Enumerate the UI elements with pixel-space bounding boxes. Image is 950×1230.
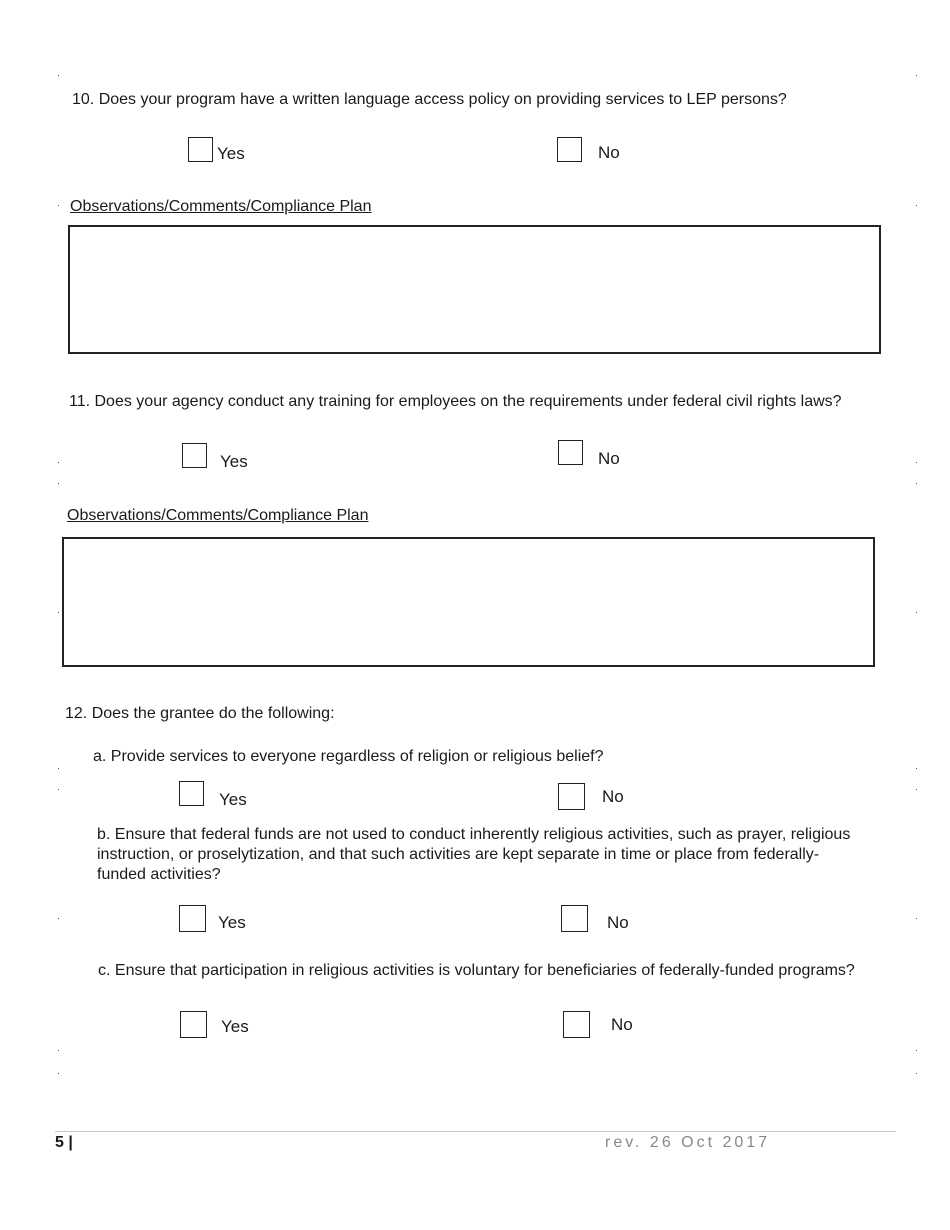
q12c-yes-checkbox[interactable] [180, 1011, 207, 1038]
q12c-no-label: No [611, 1015, 633, 1034]
margin-mark [916, 205, 917, 206]
margin-mark [916, 612, 917, 613]
margin-mark [58, 462, 59, 463]
q11-yes-checkbox[interactable] [182, 443, 207, 468]
q12c-no-checkbox[interactable] [563, 1011, 590, 1038]
q12a-no-label: No [602, 787, 624, 806]
margin-mark [58, 1050, 59, 1051]
q10-no-checkbox[interactable] [557, 137, 582, 162]
margin-mark [916, 918, 917, 919]
revision-date: rev. 26 Oct 2017 [605, 1134, 771, 1151]
q12a-yes-label: Yes [219, 790, 247, 809]
q11-no-label: No [598, 449, 620, 468]
q12b-yes-label: Yes [218, 913, 246, 932]
q12b-text-line2: instruction, or proselytization, and that such activities are kept separate in time or place from federally- [97, 846, 820, 863]
q10-comments-box[interactable] [68, 225, 881, 354]
q12b-text-line3: funded activities? [97, 866, 221, 883]
q10-yes-checkbox[interactable] [188, 137, 213, 162]
q12a-no-checkbox[interactable] [558, 783, 585, 810]
q10-yes-label: Yes [217, 144, 245, 163]
margin-mark [58, 612, 59, 613]
q12a-yes-checkbox[interactable] [179, 781, 204, 806]
footer-divider [55, 1131, 896, 1132]
q11-no-checkbox[interactable] [558, 440, 583, 465]
page-number: 5 | [55, 1134, 73, 1151]
margin-mark [916, 768, 917, 769]
q12b-no-checkbox[interactable] [561, 905, 588, 932]
question-12-text: 12. Does the grantee do the following: [65, 705, 335, 722]
margin-mark [58, 918, 59, 919]
question-11-text: 11. Does your agency conduct any training for employees on the requirements under federal civil rights laws? [69, 393, 842, 410]
q12a-text: a. Provide services to everyone regardless of religion or religious belief? [93, 748, 604, 765]
q12b-text-line1: b. Ensure that federal funds are not used to conduct inherently religious activities, such as prayer, religious [97, 826, 851, 843]
margin-mark [58, 789, 59, 790]
q12b-no-label: No [607, 913, 629, 932]
margin-mark [916, 483, 917, 484]
margin-mark [58, 205, 59, 206]
margin-mark [916, 75, 917, 76]
margin-mark [916, 462, 917, 463]
question-10-text: 10. Does your program have a written language access policy on providing services to LEP persons? [72, 91, 787, 108]
q12c-text: c. Ensure that participation in religious activities is voluntary for beneficiaries of federally-funded programs? [98, 962, 855, 979]
q11-comments-label: Observations/Comments/Compliance Plan [67, 507, 369, 524]
margin-mark [58, 75, 59, 76]
margin-mark [58, 768, 59, 769]
q11-yes-label: Yes [220, 452, 248, 471]
q10-no-label: No [598, 143, 620, 162]
margin-mark [58, 1073, 59, 1074]
q10-comments-label: Observations/Comments/Compliance Plan [70, 198, 372, 215]
q12b-yes-checkbox[interactable] [179, 905, 206, 932]
margin-mark [916, 1073, 917, 1074]
q12c-yes-label: Yes [221, 1017, 249, 1036]
margin-mark [58, 483, 59, 484]
q11-comments-box[interactable] [62, 537, 875, 667]
margin-mark [916, 789, 917, 790]
margin-mark [916, 1050, 917, 1051]
